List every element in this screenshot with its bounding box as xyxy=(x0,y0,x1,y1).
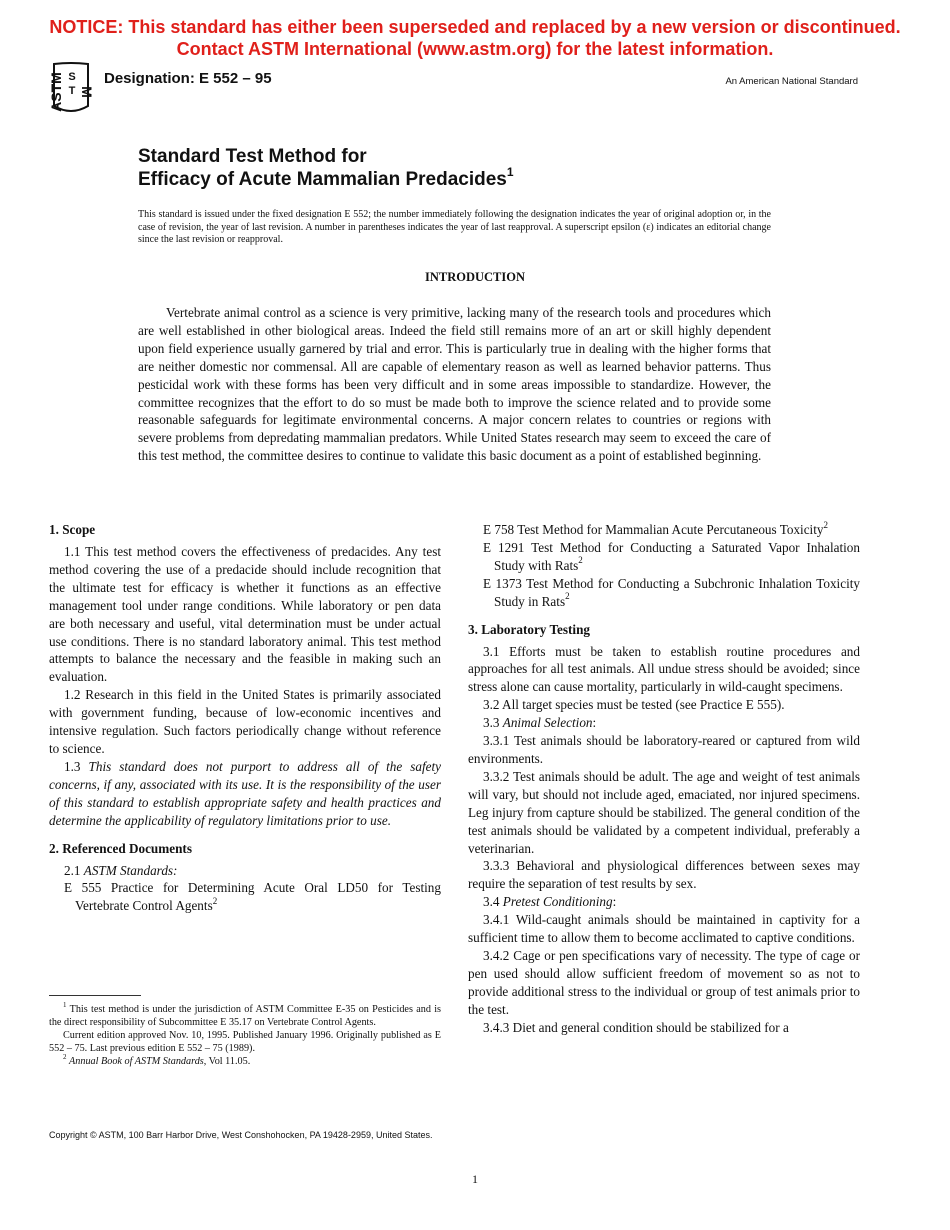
left-column xyxy=(49,521,441,915)
section-1-heading: 1. Scope xyxy=(49,522,96,537)
footnote-1b: Current edition approved Nov. 10, 1995. Published January 1996. Originally published as E 552 – 75. Last previous edition E 552 – 75 (1989). xyxy=(49,1030,441,1054)
introduction-text: Vertebrate animal control as a science is very primitive, lacking many of the research tools and procedures which are well established in other biological areas. Indeed the field still remains more of an art or skill highly dependent upon field experience usually garnered by trial and error. This is particularly true in dealing with the higher forms that are neither domestic nor commensal. All are capable of elementary reason as well as learned behavior patterns. Thus pesticidal work with these forms has been very difficult and in some areas impossible to standardize. However, the committee recognizes that the effort to do so must be made both to improve the science related and to provide some reasonable safeguards for legitimate environmental concerns. A major concern relates to countries or regions with severe problems from depredating mammalian predators. While United States research may seem to exceed the care of this test method, the committee desires to continue to validate this basic document as a point of established beginning. xyxy=(138,305,771,464)
reference-text: E 1373 Test Method for Conducting a Subchronic Inhalation Toxicity Study in Rats xyxy=(483,575,860,609)
title-text: Efficacy of Acute Mammalian Predacides xyxy=(138,169,507,190)
svg-text:S: S xyxy=(68,71,76,83)
notice-line-2: Contact ASTM International (www.astm.org) for the latest information. xyxy=(176,39,774,59)
paragraph-3-1: 3.1 Efforts must be taken to establish routine procedures and approaches for all test animals. All undue stress should be avoided; since stress alone can cause mortality, particularly in wild-caught specimens. xyxy=(468,643,860,695)
footnote-2 xyxy=(49,1052,441,1068)
document-title xyxy=(138,145,838,191)
introduction-heading: INTRODUCTION xyxy=(424,270,525,284)
paragraph-1-3 xyxy=(49,758,441,830)
reference-text: E 1291 Test Method for Conducting a Saturated Vapor Inhalation Study with Rats xyxy=(483,539,860,573)
safety-caveat: This standard does not purport to address all of the safety concerns, if any, associated with its use. It is the responsibility of the user of this standard to establish appropriate safety and health practices and determine the applicability of regulatory limitations prior to use. xyxy=(49,758,442,828)
paragraph-3-3-2: 3.3.2 Test animals should be adult. The age and weight of test animals will vary, but should not include aged, emaciated, nor injured specimens. Leg injury from capture should be stabilized. The general condition of the test animals should be validated by a competent individual, preferably a veterinarian. xyxy=(468,768,860,856)
title-footnote-mark: 1 xyxy=(506,164,514,179)
footnotes xyxy=(49,1000,441,1068)
paragraph-3-3-3: 3.3.3 Behavioral and physiological differences between sexes may require the separation of test results by sex. xyxy=(468,858,860,892)
title-line-2 xyxy=(138,164,838,191)
page-number: 1 xyxy=(472,1172,478,1186)
paragraph-2-1 xyxy=(49,862,441,880)
reference-e758 xyxy=(483,521,860,539)
paragraph-number: 2.1 xyxy=(64,862,84,878)
paragraph-number: 1.3 xyxy=(64,758,89,774)
footnote-1 xyxy=(49,1000,441,1029)
designation: Designation: E 552 – 95 xyxy=(104,70,272,87)
svg-text:M: M xyxy=(79,86,95,98)
title-line-1: Standard Test Method for xyxy=(138,146,367,167)
paragraph-3-3: 3.3 Animal Selection: xyxy=(483,715,597,731)
american-national-standard: An American National Standard xyxy=(725,76,858,87)
svg-text:T: T xyxy=(68,85,76,97)
notice-line-1: NOTICE: This standard has either been superseded and replaced by a new version or discontinued. xyxy=(49,17,901,37)
footnote-mark: 2 xyxy=(212,895,218,906)
footnote-mark: 1 xyxy=(63,1000,67,1009)
footnote-mark: 2 xyxy=(578,555,583,566)
reference-text: E 758 Test Method for Mammalian Acute Percutaneous Toxicity xyxy=(483,522,824,537)
paragraph-1-1: 1.1 This test method covers the effectiveness of predacides. Any test method covering the use of a predacide should include recognition that the ultimate test for efficacy is whether it functions as an effective management tool under range conditions. While laboratory or pen data are both necessary and useful, vital determination must be under actual use conditions. There is no standard laboratory animal. This test method attempts to balance the necessary and the feasible in making such an evaluation. xyxy=(49,544,441,685)
copyright-notice: Copyright © ASTM, 100 Barr Harbor Drive, West Conshohocken, PA 19428-2959, United States. xyxy=(49,1130,433,1140)
logo-letter: ASTM xyxy=(48,72,64,112)
subheading-animal-selection: Animal Selection xyxy=(502,715,593,731)
section-2-heading: 2. Referenced Documents xyxy=(49,840,192,856)
section-3-heading: 3. Laboratory Testing xyxy=(468,621,590,637)
paragraph-3-4-1: 3.4.1 Wild-caught animals should be maintained in captivity for a sufficient time to allow them to become acclimated to captive conditions. xyxy=(468,912,860,946)
paragraph-1-2: 1.2 Research in this field in the United States is primarily associated with government funding, because of low-economic incentives and intensive regulation. Such factors periodically change without reference to science. xyxy=(49,687,441,756)
paragraph-3-3-1: 3.3.1 Test animals should be laboratory-reared or captured from wild environments. xyxy=(468,733,860,766)
reference-e555 xyxy=(64,879,441,915)
right-column xyxy=(468,521,860,1036)
reference-e1373 xyxy=(483,575,860,611)
footnote-mark: 2 xyxy=(63,1052,67,1061)
reference-text: E 555 Practice for Determining Acute Oral LD50 for Testing Vertebrate Control Agents xyxy=(64,880,441,914)
notice-banner xyxy=(0,16,950,60)
paragraph-number: 3.3 xyxy=(483,715,503,731)
paragraph-number: 3.4 xyxy=(483,894,503,910)
footnote-mark: 2 xyxy=(565,591,570,602)
footnote-mark: 2 xyxy=(823,519,828,530)
astm-standards-label: ASTM Standards: xyxy=(83,862,178,878)
footnote-rule xyxy=(49,995,141,996)
footnote-book-title: Annual Book of ASTM Standards xyxy=(69,1056,204,1067)
footnote-text: This test method is under the jurisdiction of ASTM Committee E-35 on Pesticides and is the direct responsibility of Subcommittee E 35.17 on Vertebrate Control Agents. xyxy=(49,1004,441,1028)
astm-logo-icon xyxy=(46,62,96,116)
paragraph-3-4: 3.4 Pretest Conditioning: xyxy=(483,894,617,910)
issuance-note: This standard is issued under the fixed designation E 552; the number immediately following the designation indicates the year of original adoption or, in the case of revision, the year of last revision. A number in parentheses indicates the year of last reapproval. A superscript epsilon (ε) indicates an editorial change since the last revision or reapproval. xyxy=(138,209,771,246)
paragraph-3-4-3: 3.4.3 Diet and general condition should be stabilized for a xyxy=(483,1019,789,1035)
subheading-pretest-conditioning: Pretest Conditioning xyxy=(502,894,613,910)
reference-e1291 xyxy=(483,539,860,575)
paragraph-3-2: 3.2 All target species must be tested (see Practice E 555). xyxy=(483,697,785,713)
paragraph-3-4-2: 3.4.2 Cage or pen specifications vary of necessity. The type of cage or pen used should allow sufficient freedom of movement so as not to provide additional stress to the individual or group of test animals prior to the test. xyxy=(468,947,860,1017)
footnote-text: , Vol 11.05. xyxy=(203,1056,251,1067)
